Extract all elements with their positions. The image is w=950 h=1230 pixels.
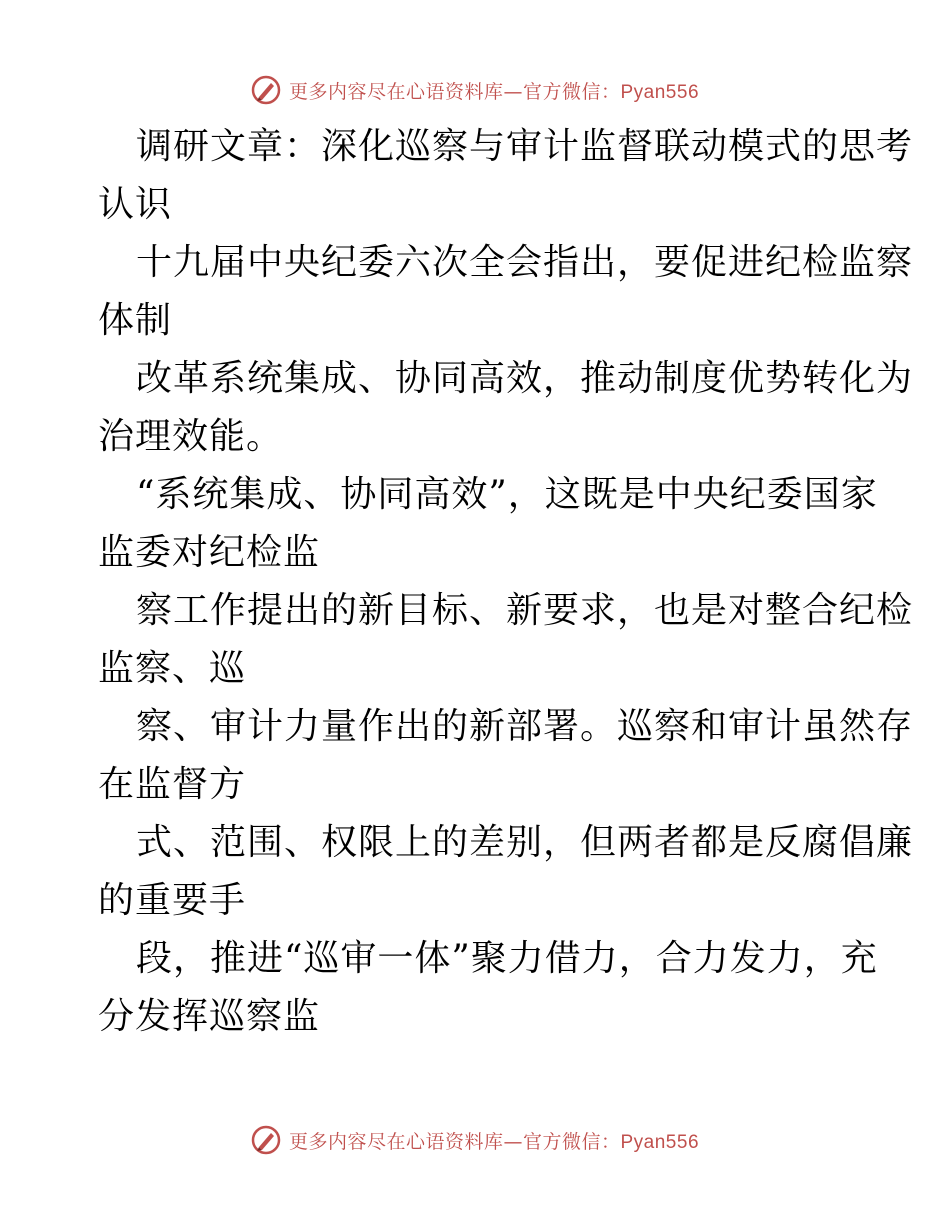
text-line: 在监督方 [98, 764, 247, 805]
text-line: 段，推进“巡审一体”聚力借力，合力发力，充 [136, 938, 878, 979]
text-line: 分发挥巡察监 [98, 996, 321, 1037]
pen-logo-icon [251, 75, 281, 105]
watermark-text: 更多内容尽在心语资料库—官方微信：Pyan556 [288, 1130, 700, 1153]
text-line: 十九届中央纪委六次全会指出，要促进纪检监察 [136, 242, 914, 283]
text-line: 监委对纪检监 [98, 532, 321, 573]
text-line: 察工作提出的新目标、新要求，也是对整合纪检 [136, 590, 914, 631]
text-line: “系统集成、协同高效”，这既是中央纪委国家 [136, 474, 878, 515]
watermark-text: 更多内容尽在心语资料库—官方微信：Pyan556 [288, 80, 700, 103]
text-line: 调研文章：深化巡察与审计监督联动模式的思考 [136, 126, 914, 167]
text-line: 的重要手 [98, 880, 247, 921]
text-line: 察、审计力量作出的新部署。巡察和审计虽然存 [136, 706, 914, 747]
text-line: 认识 [98, 184, 173, 225]
text-line: 体制 [98, 300, 173, 341]
text-line: 改革系统集成、协同高效，推动制度优势转化为 [136, 358, 914, 399]
footer-watermark [0, 1120, 950, 1160]
document-body [98, 118, 914, 1046]
pen-logo-icon [251, 1125, 281, 1155]
text-line: 式、范围、权限上的差别，但两者都是反腐倡廉 [136, 822, 914, 863]
text-line: 监察、巡 [98, 648, 247, 689]
text-line: 治理效能。 [98, 416, 284, 457]
header-watermark [0, 70, 950, 110]
